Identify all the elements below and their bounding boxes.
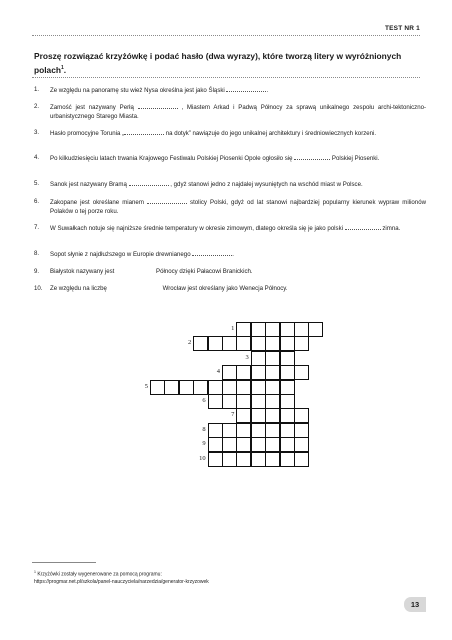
- crossword-cell[interactable]: [208, 423, 223, 438]
- crossword-cell[interactable]: [280, 351, 295, 366]
- answer-blank[interactable]: [147, 197, 187, 204]
- crossword-cell[interactable]: [208, 394, 223, 409]
- footnote-url: https://progmar.net.pl/szkola/panel-nauczyciela/narzedzia/generator-krzyzowek: [34, 579, 209, 586]
- crossword-cell[interactable]: [294, 452, 309, 467]
- footnote-rule: [32, 562, 96, 563]
- crossword-cell[interactable]: [193, 336, 208, 351]
- question-text: [50, 179, 426, 189]
- question-text-part: Hasło promocyjne Torunia „: [50, 130, 125, 137]
- answer-blank[interactable]: [138, 102, 178, 109]
- crossword-cell[interactable]: [193, 380, 208, 395]
- question-text-part: , gdyż stanowi jedno z najdalej wysuniętych na wschód miast w Polsce.: [168, 181, 363, 188]
- crossword-cell[interactable]: [280, 437, 295, 452]
- crossword-cell[interactable]: [280, 452, 295, 467]
- crossword-cell[interactable]: [265, 394, 280, 409]
- answer-blank[interactable]: [226, 85, 269, 94]
- crossword-key-cell[interactable]: [251, 351, 266, 366]
- question-text: [50, 102, 426, 122]
- clue-number: 4: [216, 368, 220, 376]
- clue-number: 2: [187, 339, 192, 347]
- crossword-cell[interactable]: [208, 437, 223, 452]
- crossword-cell[interactable]: [265, 365, 280, 380]
- question-number: 7.: [34, 224, 40, 231]
- crossword-cell[interactable]: [265, 452, 280, 467]
- question-text-part: , Miastem Arkad i Padwą Północy za sprawą unikalnego zespołu archi-tektoniczno-urbanistycznego Starego Miasta.: [50, 104, 426, 121]
- crossword-key-cell[interactable]: [251, 423, 266, 438]
- crossword-cell[interactable]: [236, 322, 251, 337]
- crossword-cell[interactable]: [236, 423, 251, 438]
- header-divider: [32, 35, 420, 36]
- clue-number: 9: [202, 440, 206, 448]
- question-number: 3.: [34, 129, 40, 136]
- crossword-key-cell[interactable]: [251, 322, 266, 337]
- question-text-part: zimna.: [380, 225, 401, 232]
- crossword-cell[interactable]: [265, 351, 280, 366]
- crossword-cell[interactable]: [265, 336, 280, 351]
- crossword-cell[interactable]: [265, 380, 280, 395]
- crossword-cell[interactable]: [164, 380, 179, 395]
- crossword-cell[interactable]: [294, 423, 309, 438]
- crossword-cell[interactable]: [150, 380, 165, 395]
- crossword-cell[interactable]: [208, 336, 223, 351]
- crossword-cell[interactable]: [208, 452, 223, 467]
- footnote: [34, 569, 394, 587]
- crossword-key-cell[interactable]: [251, 365, 266, 380]
- crossword-cell[interactable]: [236, 408, 251, 423]
- question-text: [50, 85, 426, 95]
- question-number: 2.: [34, 103, 40, 110]
- crossword-cell[interactable]: [236, 365, 251, 380]
- question-number: 1.: [34, 86, 40, 93]
- question-text: [50, 223, 426, 233]
- crossword-cell[interactable]: [294, 437, 309, 452]
- question-number: 6.: [34, 198, 40, 205]
- crossword-cell[interactable]: [265, 408, 280, 423]
- question-text-part: W Suwałkach notuje się najniższe średnie temperatury w okresie zimowym, dlatego określa się je jako polski: [50, 225, 345, 232]
- crossword-cell[interactable]: [179, 380, 194, 395]
- question-text-part: Polskiej Piosenki.: [330, 155, 380, 162]
- question-text-part: .: [232, 251, 234, 258]
- crossword-cell[interactable]: [308, 322, 323, 337]
- question-text: [50, 128, 426, 138]
- crossword-cell[interactable]: [280, 394, 295, 409]
- question-text-part: stolicy Polski, gdyż od lat stanowi najbardziej popularny kierunek wypraw milionów Polaków o tej porze roku.: [50, 199, 426, 216]
- crossword-cell[interactable]: [280, 408, 295, 423]
- question-text-part: Zakopane jest określane mianem: [50, 199, 147, 206]
- crossword-cell[interactable]: [265, 423, 280, 438]
- page-number: 13: [404, 597, 426, 612]
- clue-number: 7: [231, 411, 235, 419]
- answer-blank[interactable]: [129, 179, 169, 186]
- answer-blank[interactable]: [294, 153, 330, 160]
- question-text-part: Po kilkudziesięciu latach trwania Krajowego Festiwalu Polskiej Piosenki Opole ogłosiło się: [50, 155, 295, 162]
- question-text-part: Sopot słynie z najdłuższego w Europie drewnianego: [50, 251, 193, 258]
- crossword-cell[interactable]: [222, 423, 237, 438]
- crossword-cell[interactable]: [236, 336, 251, 351]
- question-text-part: Północy dzięki Pałacowi Branickich.: [156, 268, 253, 275]
- question-text-part: Ze względu na liczbę: [50, 285, 109, 292]
- question-number: 10.: [34, 285, 43, 292]
- crossword-cell[interactable]: [294, 322, 309, 337]
- question-text: [50, 249, 426, 259]
- question-text-part: Zamość jest nazywany Perłą: [50, 104, 138, 111]
- title-divider: [32, 77, 420, 78]
- crossword-cell[interactable]: [294, 336, 309, 351]
- crossword-key-cell[interactable]: [251, 408, 266, 423]
- crossword-cell[interactable]: [222, 365, 237, 380]
- crossword-key-cell[interactable]: [251, 380, 266, 395]
- crossword-cell[interactable]: [222, 336, 237, 351]
- question-text: [50, 197, 426, 217]
- clue-number: 6: [202, 397, 206, 404]
- task-title: [34, 49, 420, 77]
- footnote-text: Krzyżówki zostały wygenerowane za pomocą programu:: [37, 571, 162, 578]
- crossword-cell[interactable]: [280, 336, 295, 351]
- crossword-cell[interactable]: [208, 380, 223, 395]
- crossword-cell[interactable]: [236, 380, 251, 395]
- clue-number: 3: [245, 353, 249, 361]
- footnote-marker: 1: [34, 570, 36, 574]
- crossword-cell[interactable]: [222, 437, 237, 452]
- crossword-cell[interactable]: [280, 365, 295, 380]
- crossword-cell[interactable]: [265, 322, 280, 337]
- question-text-part: Ze względu na panoramę stu wież Nysa określna jest jako Śląski: [50, 87, 227, 94]
- crossword-cell[interactable]: [236, 437, 251, 452]
- clue-number: 8: [202, 425, 206, 433]
- task-title-end: .: [63, 65, 67, 75]
- crossword-key-cell[interactable]: [251, 394, 266, 409]
- question-number: 4.: [34, 154, 40, 161]
- answer-blank[interactable]: [192, 249, 232, 256]
- crossword-cell[interactable]: [294, 365, 309, 380]
- question-text-part: Sanok jest nazywany Bramą: [50, 181, 129, 188]
- crossword-key-cell[interactable]: [251, 437, 266, 452]
- question-text-part: Białystok nazywany jest: [50, 268, 117, 275]
- crossword-cell[interactable]: [236, 452, 251, 467]
- question-text: [50, 153, 426, 163]
- question-number: 5.: [34, 180, 40, 187]
- test-label: TEST NR 1: [384, 25, 420, 32]
- question-text: [50, 267, 426, 276]
- crossword-cell[interactable]: [222, 380, 237, 395]
- question-number: 9.: [34, 268, 40, 275]
- crossword-cell[interactable]: [236, 394, 251, 409]
- crossword-cell[interactable]: [222, 394, 237, 409]
- question-text: [50, 284, 426, 293]
- answer-blank[interactable]: [124, 128, 164, 135]
- crossword-cell[interactable]: [280, 423, 295, 438]
- question-number: 8.: [34, 250, 40, 257]
- question-text-part: na dotyk” nawiązuje do jego unikalnej architektury i średniowiecznych korzeni.: [164, 130, 377, 137]
- crossword-cell[interactable]: [294, 408, 309, 423]
- task-title-text: Proszę rozwiązać krzyżówkę i podać hasło (dwa wyrazy), które tworzą litery w wyróżnionych polach: [34, 51, 402, 75]
- crossword-cell[interactable]: [280, 380, 295, 395]
- answer-blank[interactable]: [345, 223, 381, 230]
- question-text-part: Wrocław jest określany jako Wenecja Północy.: [162, 285, 288, 292]
- crossword-cell[interactable]: [265, 437, 280, 452]
- question-text-part: .: [266, 87, 269, 94]
- clue-number: 5: [144, 382, 148, 390]
- crossword-cell[interactable]: [222, 452, 237, 467]
- crossword-cell[interactable]: [280, 322, 295, 337]
- footnote-ref: 1: [61, 65, 64, 72]
- clue-number: 1: [231, 325, 235, 332]
- crossword-key-cell[interactable]: [251, 336, 266, 351]
- clue-number: 10: [199, 454, 206, 462]
- crossword-key-cell[interactable]: [251, 452, 266, 467]
